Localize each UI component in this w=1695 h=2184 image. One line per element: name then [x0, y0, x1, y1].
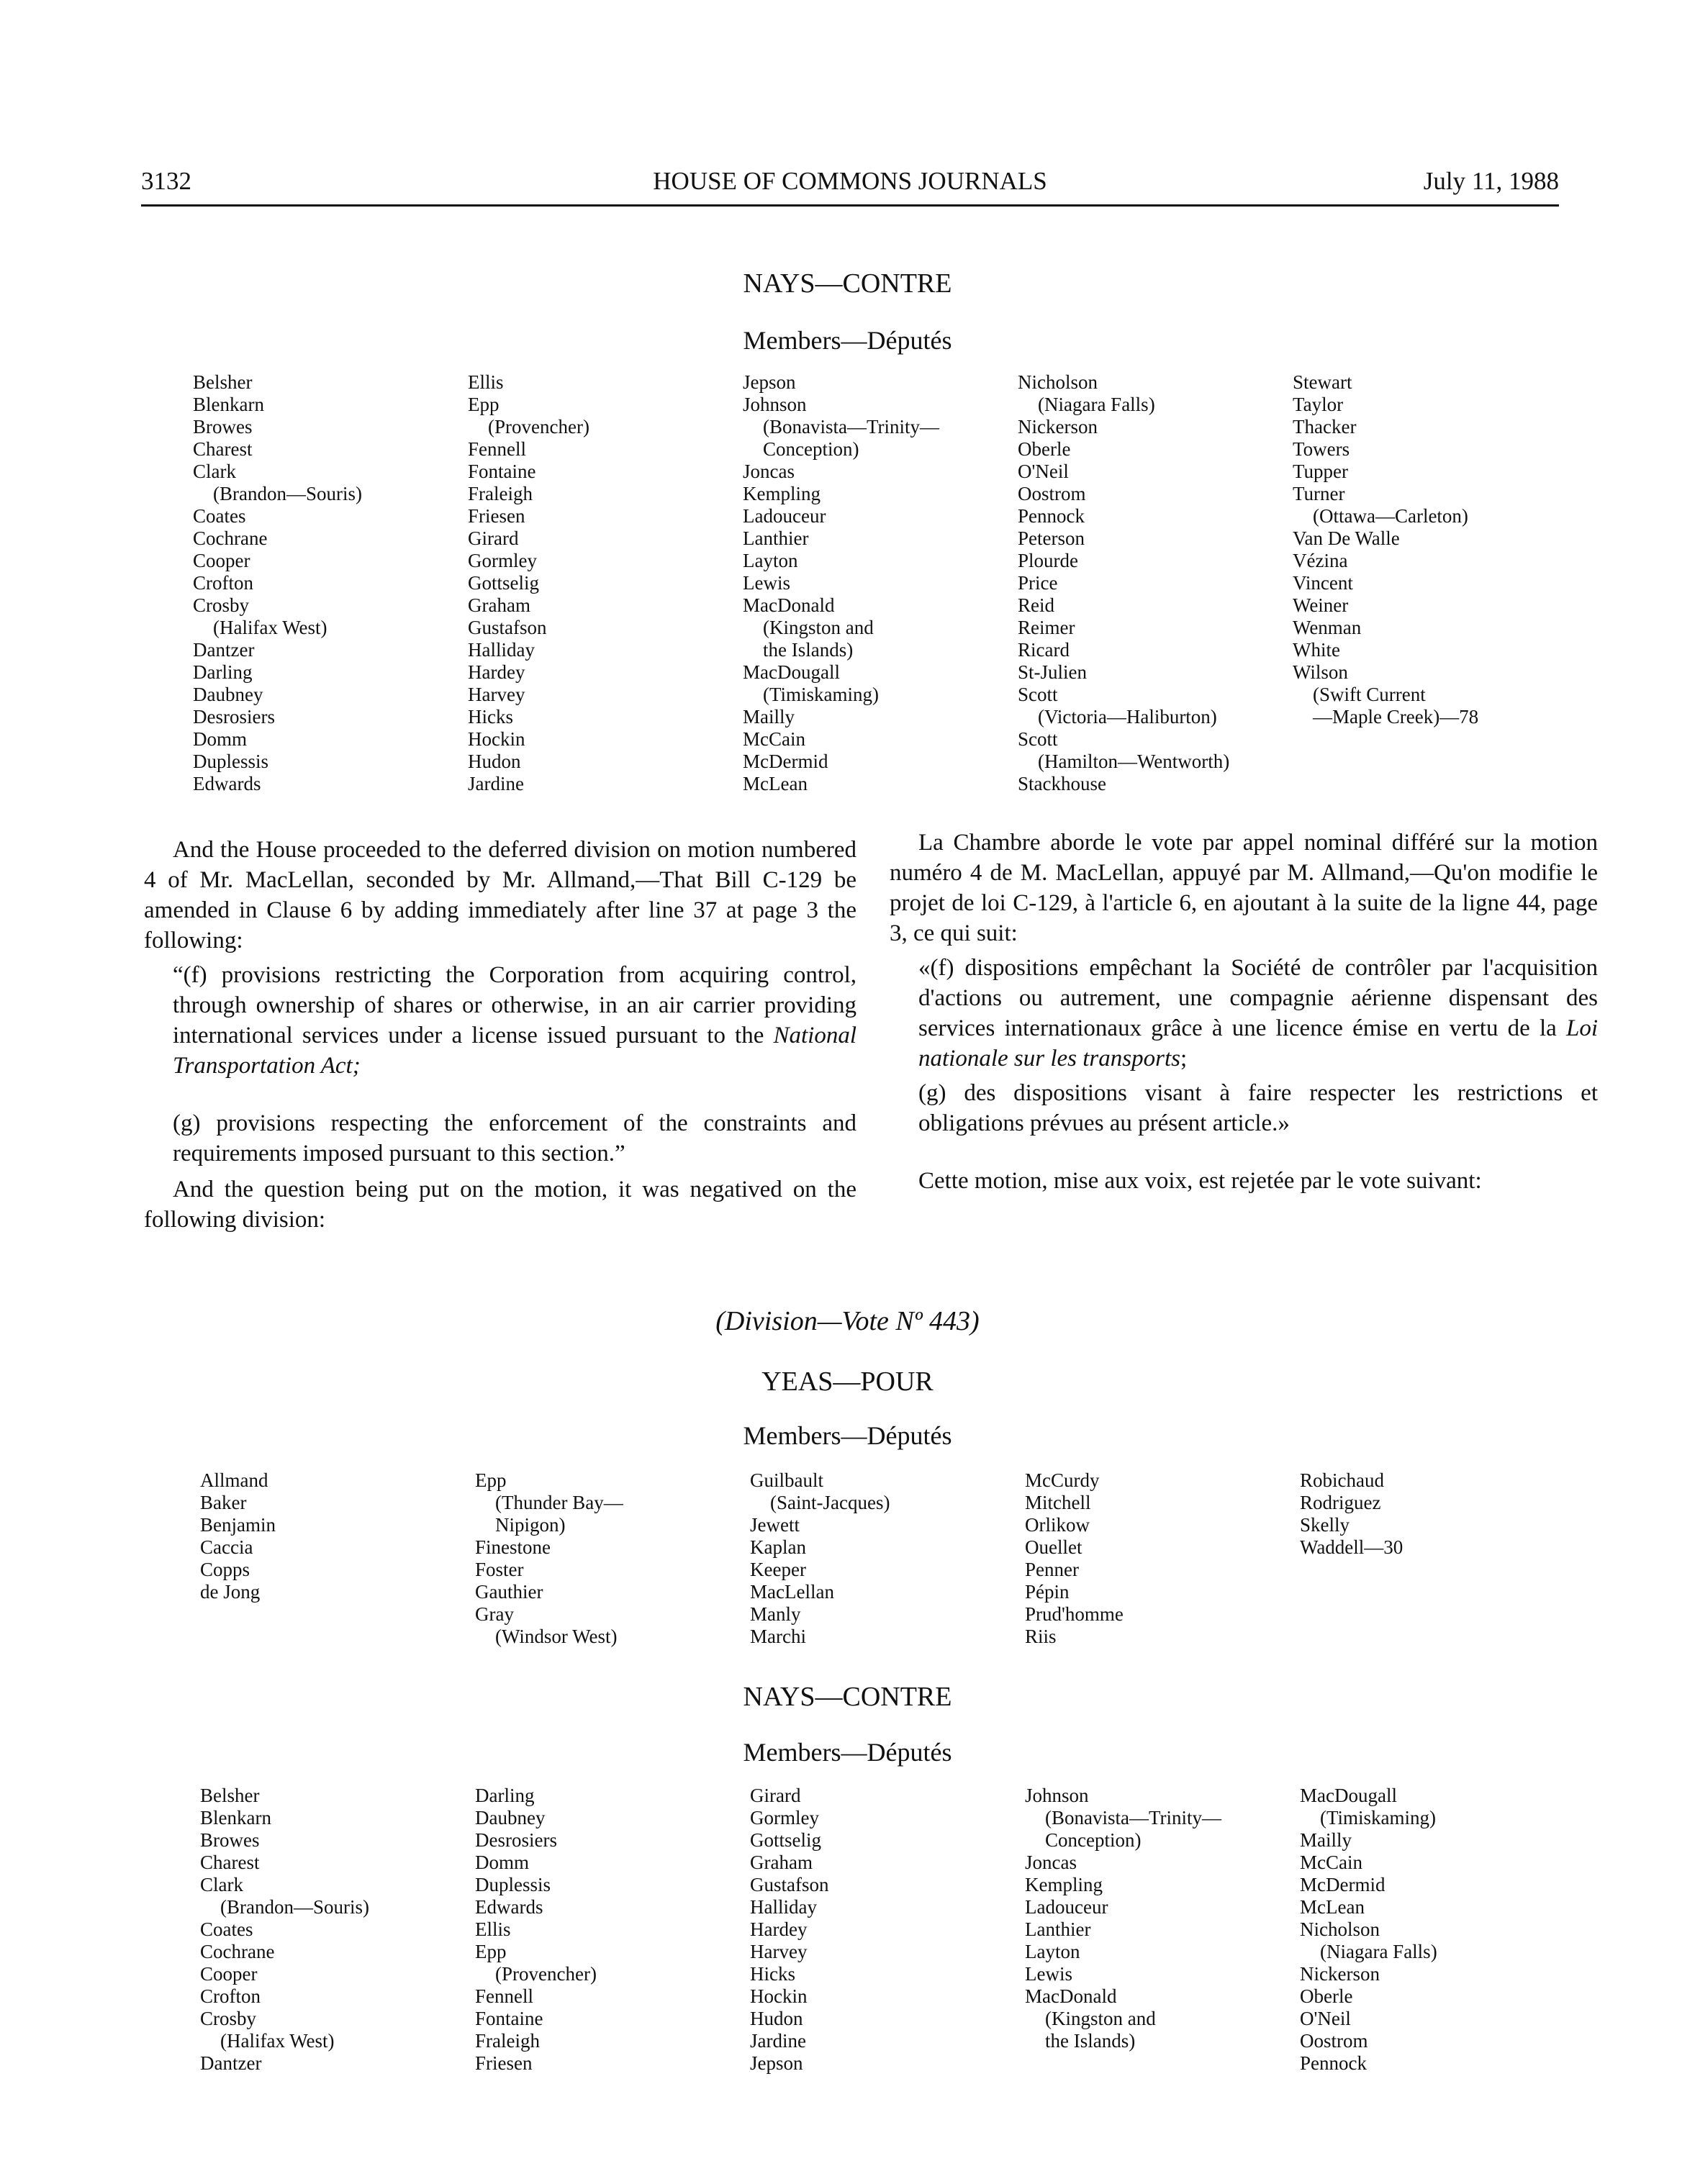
member-name: O'Neil — [1300, 2008, 1351, 2029]
member-name: Blenkarn — [193, 394, 264, 415]
member-name: (Windsor West) — [495, 1626, 618, 1647]
member-name: Daubney — [193, 684, 263, 705]
member-name: Gray — [475, 1603, 514, 1625]
member-name: Darling — [193, 661, 253, 683]
member-name: Friesen — [475, 2052, 533, 2074]
member-name: MacDougall — [1300, 1785, 1397, 1806]
member-column — [1025, 1785, 1300, 2075]
member-name: (Bonavista—Trinity— — [763, 416, 940, 438]
member-column — [193, 371, 468, 795]
member-name: (Brandon—Souris) — [220, 1896, 369, 1918]
member-name: (Thunder Bay— — [495, 1492, 623, 1513]
member-name: Edwards — [193, 773, 261, 794]
journal-date: July 11, 1988 — [1423, 167, 1559, 195]
member-name: Gottselig — [468, 572, 539, 594]
member-name: Hardey — [468, 661, 525, 683]
member-name: Caccia — [200, 1536, 253, 1558]
member-name: Jepson — [743, 371, 796, 393]
member-name: (Halifax West) — [213, 617, 327, 638]
member-name: Hicks — [750, 1963, 795, 1985]
member-name: Keeper — [750, 1559, 806, 1580]
member-name: Kaplan — [750, 1536, 806, 1558]
member-name: Hockin — [468, 728, 525, 750]
member-name: Fontaine — [468, 461, 536, 482]
member-name: Tupper — [1293, 461, 1349, 482]
member-name: Mailly — [743, 706, 795, 728]
provision-f-en — [144, 960, 856, 1081]
member-column — [1025, 1469, 1300, 1648]
yeas-member-list — [200, 1469, 1575, 1648]
motion-intro-fr: La Chambre aborde le vote par appel nominal différé sur la motion numéro 4 de M. MacLellan, appuyé par M. Allmand,—Qu'on modifie le projet de loi C-129, à l'article 6, en ajoutant à la suite de la ligne 44, page 3, ce qui suit: — [890, 830, 1598, 946]
member-name: Fennell — [468, 438, 526, 460]
member-name: Vézina — [1293, 550, 1348, 571]
member-name: Hudon — [750, 2008, 803, 2029]
member-name: McCurdy — [1025, 1469, 1100, 1491]
nays1-member-list — [193, 371, 1568, 795]
member-name: Joncas — [743, 461, 795, 482]
member-name: Weiner — [1293, 594, 1349, 616]
member-name: Gustafson — [468, 617, 547, 638]
member-name: Desrosiers — [193, 706, 275, 728]
member-name: Foster — [475, 1559, 524, 1580]
member-name: Crosby — [200, 2008, 257, 2029]
member-name: MacLellan — [750, 1581, 834, 1603]
member-name: Orlikow — [1025, 1514, 1090, 1536]
member-name: Cooper — [193, 550, 250, 571]
member-name: Hardey — [750, 1918, 808, 1940]
member-name: (Saint-Jacques) — [770, 1492, 890, 1513]
member-name: Edwards — [475, 1896, 543, 1918]
member-name: (Bonavista—Trinity— — [1045, 1807, 1222, 1829]
member-name: Blenkarn — [200, 1807, 271, 1829]
member-name: Domm — [475, 1852, 530, 1873]
member-name: Copps — [200, 1559, 250, 1580]
member-name: Towers — [1293, 438, 1350, 460]
member-name: MacDougall — [743, 661, 840, 683]
yeas-heading: YEAS—POUR — [761, 1367, 934, 1397]
member-name: Browes — [200, 1829, 260, 1851]
member-name: Plourde — [1018, 550, 1078, 571]
nays2-heading: NAYS—CONTRE — [743, 1682, 952, 1712]
member-name: Fennell — [475, 1985, 533, 2007]
member-name: Scott — [1018, 728, 1058, 750]
member-name: Conception) — [1045, 1829, 1142, 1851]
member-name: Oostrom — [1018, 483, 1086, 504]
member-name: Ellis — [468, 371, 504, 393]
member-name: Pennock — [1300, 2052, 1367, 2074]
member-column — [1300, 1469, 1575, 1648]
member-name: Crofton — [193, 572, 253, 594]
provision-f-en-text: “(f) provisions restricting the Corporation from acquiring control, through ownership of shares or otherwise, in an air carrier providing international services under a license issued pursuant to the — [173, 962, 856, 1048]
member-name: Allmand — [200, 1469, 268, 1491]
member-name: McCain — [1300, 1852, 1362, 1873]
member-name: Ladouceur — [1025, 1896, 1108, 1918]
member-name: (Halifax West) — [220, 2030, 335, 2052]
member-name: Jepson — [750, 2052, 803, 2074]
member-name: Riis — [1025, 1626, 1057, 1647]
member-name: (Provencher) — [488, 416, 589, 438]
member-column — [200, 1785, 475, 2075]
motion-english — [144, 835, 856, 1235]
member-name: Friesen — [468, 505, 525, 527]
member-name: McLean — [743, 773, 808, 794]
member-name: Scott — [1018, 684, 1058, 705]
member-name: Epp — [468, 394, 500, 415]
member-column — [750, 1785, 1025, 2075]
member-name: Mailly — [1300, 1829, 1352, 1851]
member-name: Johnson — [1025, 1785, 1089, 1806]
member-name: Fraleigh — [468, 483, 533, 504]
member-name: McDermid — [1300, 1874, 1386, 1895]
member-column — [468, 371, 743, 795]
member-name: Mitchell — [1025, 1492, 1091, 1513]
member-name: Cooper — [200, 1963, 258, 1985]
yeas-subheading: Members—Députés — [743, 1421, 952, 1450]
member-name: (Brandon—Souris) — [213, 483, 362, 504]
member-name: Taylor — [1293, 394, 1344, 415]
member-name: Daubney — [475, 1807, 546, 1829]
result-en: And the question being put on the motion, it was negatived on the following division: — [144, 1177, 856, 1233]
member-name: Harvey — [468, 684, 525, 705]
motion-french — [890, 828, 1598, 1196]
member-name: Waddell—30 — [1300, 1536, 1404, 1558]
member-name: White — [1293, 639, 1340, 661]
member-name: Coates — [193, 505, 246, 527]
nays1-subheading: Members—Députés — [743, 326, 952, 355]
member-name: Manly — [750, 1603, 801, 1625]
member-name: Graham — [750, 1852, 813, 1873]
member-name: Crofton — [200, 1985, 261, 2007]
member-name: (Provencher) — [495, 1963, 597, 1985]
member-name: (Kingston and — [763, 617, 874, 638]
provision-f-fr-suffix: ; — [1180, 1046, 1188, 1071]
member-name: Dantzer — [200, 2052, 262, 2074]
member-name: Coates — [200, 1918, 253, 1940]
member-name: McDermid — [743, 751, 828, 772]
member-name: Guilbault — [750, 1469, 823, 1491]
division-label: (Division—Vote Nº 443) — [715, 1306, 980, 1336]
member-name: Belsher — [193, 371, 253, 393]
member-name: Nickerson — [1300, 1963, 1380, 1985]
member-name: Charest — [193, 438, 253, 460]
member-name: MacDonald — [743, 594, 835, 616]
member-name: Clark — [200, 1874, 243, 1895]
member-name: Jardine — [468, 773, 524, 794]
journal-title: HOUSE OF COMMONS JOURNALS — [653, 167, 1047, 195]
member-name: Jardine — [750, 2030, 806, 2052]
member-name: Layton — [743, 550, 798, 571]
act-title-fr: Loi nationale sur les transports — [918, 1015, 1598, 1071]
member-name: Harvey — [750, 1941, 808, 1962]
member-name: Epp — [475, 1941, 507, 1962]
member-name: O'Neil — [1018, 461, 1069, 482]
member-name: Hudon — [468, 751, 521, 772]
member-name: Gormley — [468, 550, 537, 571]
member-name: Johnson — [743, 394, 807, 415]
member-name: Belsher — [200, 1785, 260, 1806]
member-name: the Islands) — [1045, 2030, 1136, 2052]
member-name: Nipigon) — [495, 1514, 566, 1536]
member-name: Halliday — [468, 639, 535, 661]
member-name: St-Julien — [1018, 661, 1088, 683]
member-name: Domm — [193, 728, 248, 750]
member-name: Girard — [750, 1785, 801, 1806]
page-header — [141, 164, 1559, 207]
member-name: Kempling — [1025, 1874, 1103, 1895]
member-name: —Maple Creek)—78 — [1313, 706, 1479, 728]
member-column — [475, 1785, 750, 2075]
member-name: Price — [1018, 572, 1058, 594]
member-name: Duplessis — [193, 751, 269, 772]
member-name: Desrosiers — [475, 1829, 557, 1851]
member-name: Skelly — [1300, 1514, 1350, 1536]
member-name: Hockin — [750, 1985, 808, 2007]
member-name: Gustafson — [750, 1874, 829, 1895]
member-column — [475, 1469, 750, 1648]
member-name: (Timiskaming) — [1320, 1807, 1437, 1829]
member-name: Duplessis — [475, 1874, 551, 1895]
member-name: (Timiskaming) — [763, 684, 880, 705]
member-name: Browes — [193, 416, 253, 438]
member-name: Cochrane — [193, 527, 268, 549]
member-name: Lanthier — [743, 527, 809, 549]
member-name: Lanthier — [1025, 1918, 1091, 1940]
member-name: Fraleigh — [475, 2030, 540, 2052]
member-name: (Kingston and — [1045, 2008, 1156, 2029]
member-name: Halliday — [750, 1896, 817, 1918]
member-name: Jewett — [750, 1514, 800, 1536]
member-name: Oberle — [1300, 1985, 1353, 2007]
provision-g-en: (g) provisions respecting the enforcement of the constraints and requirements imposed pursuant to this section.” — [173, 1110, 856, 1166]
member-name: Vincent — [1293, 572, 1353, 594]
member-name: Nickerson — [1018, 416, 1098, 438]
nays1-heading: NAYS—CONTRE — [743, 268, 952, 299]
member-name: Epp — [475, 1469, 507, 1491]
member-name: Dantzer — [193, 639, 255, 661]
provision-g-fr: (g) des dispositions visant à faire respecter les restrictions et obligations prévues au présent article.» — [918, 1080, 1598, 1136]
member-name: Fontaine — [475, 2008, 543, 2029]
member-name: Pépin — [1025, 1581, 1070, 1603]
member-name: Ellis — [475, 1918, 511, 1940]
member-name: Penner — [1025, 1559, 1079, 1580]
member-column — [1293, 371, 1568, 795]
member-name: McCain — [743, 728, 805, 750]
member-name: Lewis — [743, 572, 790, 594]
member-name: (Swift Current — [1313, 684, 1426, 705]
member-name: Kempling — [743, 483, 821, 504]
member-name: (Niagara Falls) — [1320, 1941, 1437, 1962]
member-name: Ouellet — [1025, 1536, 1082, 1558]
member-name: Lewis — [1025, 1963, 1072, 1985]
member-column — [1018, 371, 1293, 795]
member-name: MacDonald — [1025, 1985, 1117, 2007]
member-name: Charest — [200, 1852, 260, 1873]
result-fr: Cette motion, mise aux voix, est rejetée par le vote suivant: — [918, 1168, 1482, 1194]
member-name: Joncas — [1025, 1852, 1077, 1873]
member-name: (Ottawa—Carleton) — [1313, 505, 1468, 527]
member-name: Graham — [468, 594, 530, 616]
member-name: Baker — [200, 1492, 247, 1513]
member-name: Robichaud — [1300, 1469, 1384, 1491]
motion-intro-en: And the House proceeded to the deferred division on motion numbered 4 of Mr. MacLellan, seconded by Mr. Allmand,—That Bill C-129 be amended in Clause 6 by adding immediately after line 37 at page 3 the following: — [144, 837, 856, 953]
provision-f-fr-text: «(f) dispositions empêchant la Société de contrôler par l'acquisition d'actions ou autrement, une compagnie aérienne dispensant des services internationaux grâce à une licence émise en vertu de la — [918, 955, 1598, 1041]
member-name: (Niagara Falls) — [1038, 394, 1155, 415]
member-name: Thacker — [1293, 416, 1357, 438]
member-name: Turner — [1293, 483, 1345, 504]
act-title-en: National Transportation Act; — [173, 1023, 856, 1079]
member-name: Conception) — [763, 438, 859, 460]
member-column — [743, 371, 1018, 795]
member-name: Crosby — [193, 594, 250, 616]
member-column — [1300, 1785, 1575, 2075]
member-name: Finestone — [475, 1536, 551, 1558]
member-name: Prud'homme — [1025, 1603, 1124, 1625]
member-column — [200, 1469, 475, 1648]
member-name: Van De Walle — [1293, 527, 1400, 549]
member-name: Ladouceur — [743, 505, 826, 527]
member-name: Pennock — [1018, 505, 1085, 527]
member-name: Girard — [468, 527, 519, 549]
member-name: (Victoria—Haliburton) — [1038, 706, 1217, 728]
member-name: (Hamilton—Wentworth) — [1038, 751, 1230, 772]
member-name: Cochrane — [200, 1941, 275, 1962]
provision-f-fr — [890, 953, 1598, 1074]
nays2-subheading: Members—Députés — [743, 1738, 952, 1767]
page-number: 3132 — [141, 167, 191, 195]
member-name: Oberle — [1018, 438, 1071, 460]
member-name: Stewart — [1293, 371, 1352, 393]
member-name: Gauthier — [475, 1581, 543, 1603]
member-name: Hicks — [468, 706, 513, 728]
member-name: Gottselig — [750, 1829, 821, 1851]
member-name: Clark — [193, 461, 236, 482]
member-name: Wilson — [1293, 661, 1348, 683]
member-name: Marchi — [750, 1626, 806, 1647]
member-name: the Islands) — [763, 639, 854, 661]
member-name: Reid — [1018, 594, 1054, 616]
member-name: Gormley — [750, 1807, 819, 1829]
member-name: Layton — [1025, 1941, 1080, 1962]
member-name: Nicholson — [1300, 1918, 1380, 1940]
member-name: Benjamin — [200, 1514, 276, 1536]
member-name: Stackhouse — [1018, 773, 1106, 794]
member-name: Peterson — [1018, 527, 1085, 549]
member-name: Rodriguez — [1300, 1492, 1381, 1513]
member-name: de Jong — [200, 1581, 261, 1603]
member-name: Reimer — [1018, 617, 1075, 638]
member-name: Wenman — [1293, 617, 1362, 638]
member-name: Oostrom — [1300, 2030, 1368, 2052]
member-name: Nicholson — [1018, 371, 1098, 393]
member-name: Darling — [475, 1785, 535, 1806]
member-name: McLean — [1300, 1896, 1365, 1918]
member-name: Ricard — [1018, 639, 1070, 661]
member-column — [750, 1469, 1025, 1648]
nays2-member-list — [200, 1785, 1575, 2075]
